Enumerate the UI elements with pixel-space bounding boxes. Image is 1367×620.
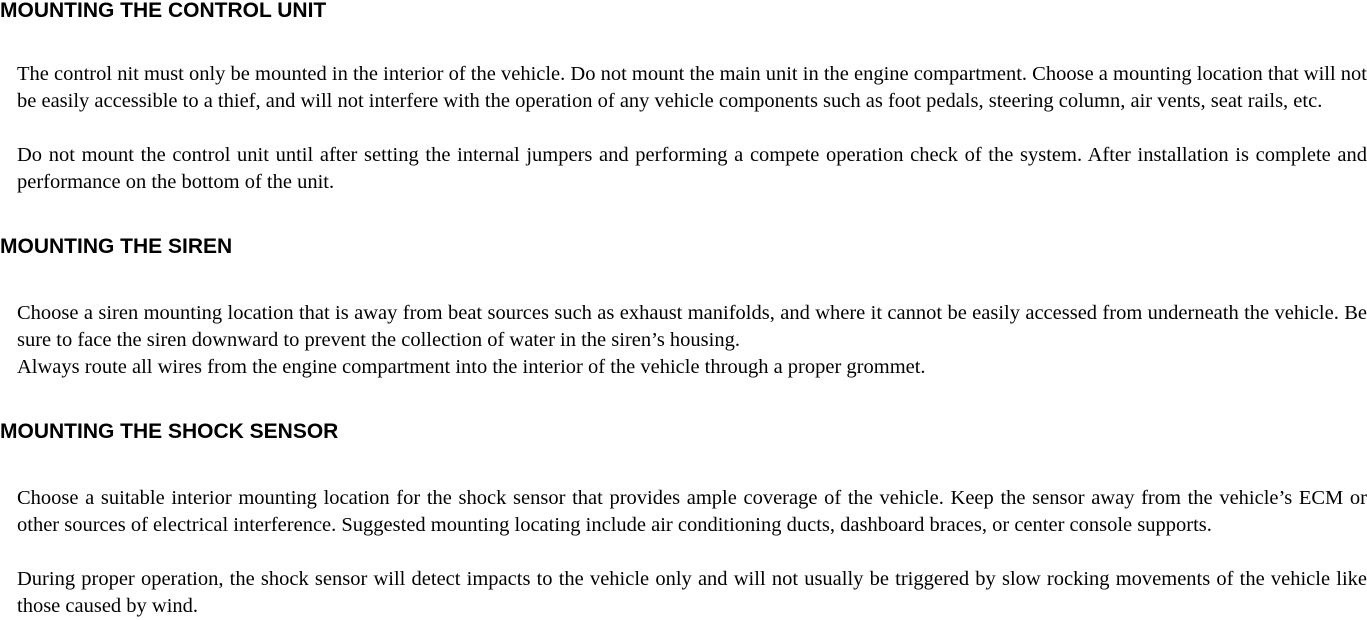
section-heading-siren: MOUNTING THE SIREN: [0, 235, 233, 258]
shock-sensor-paragraph-1: Choose a suitable interior mounting location for the shock sensor that provides ample coverage of the vehicle. Keep the sensor away from the vehicle’s ECM or other sources of electrical interference. Suggested mounting locating include air conditioning ducts, dashboard braces, or center console supports.: [17, 487, 1367, 536]
section-heading-control-unit: MOUNTING THE CONTROL UNIT: [0, 0, 327, 22]
siren-paragraph-1: Choose a siren mounting location that is away from beat sources such as exhaust manifolds, and where it cannot be easily accessed from underneath the vehicle. Be sure to face the siren downward to prevent the collection of water in the siren’s housing.: [17, 302, 1367, 351]
siren-paragraph-2: Always route all wires from the engine compartment into the interior of the vehicle through a proper grommet.: [17, 356, 926, 378]
control-unit-paragraph-1: The control nit must only be mounted in the interior of the vehicle. Do not mount the main unit in the engine compartment. Choose a mounting location that will not be easily accessible to a thief, and will not interfere with the operation of any vehicle components such as foot pedals, steering column, air vents, seat rails, etc.: [17, 63, 1367, 112]
shock-sensor-paragraph-2: During proper operation, the shock sensor will detect impacts to the vehicle only and will not usually be triggered by slow rocking movements of the vehicle like those caused by wind.: [17, 568, 1367, 617]
section-heading-shock-sensor: MOUNTING THE SHOCK SENSOR: [0, 420, 339, 443]
control-unit-paragraph-2: Do not mount the control unit until after setting the internal jumpers and performing a compete operation check of the system. After installation is complete and performance on the bottom of the unit.: [17, 144, 1367, 193]
